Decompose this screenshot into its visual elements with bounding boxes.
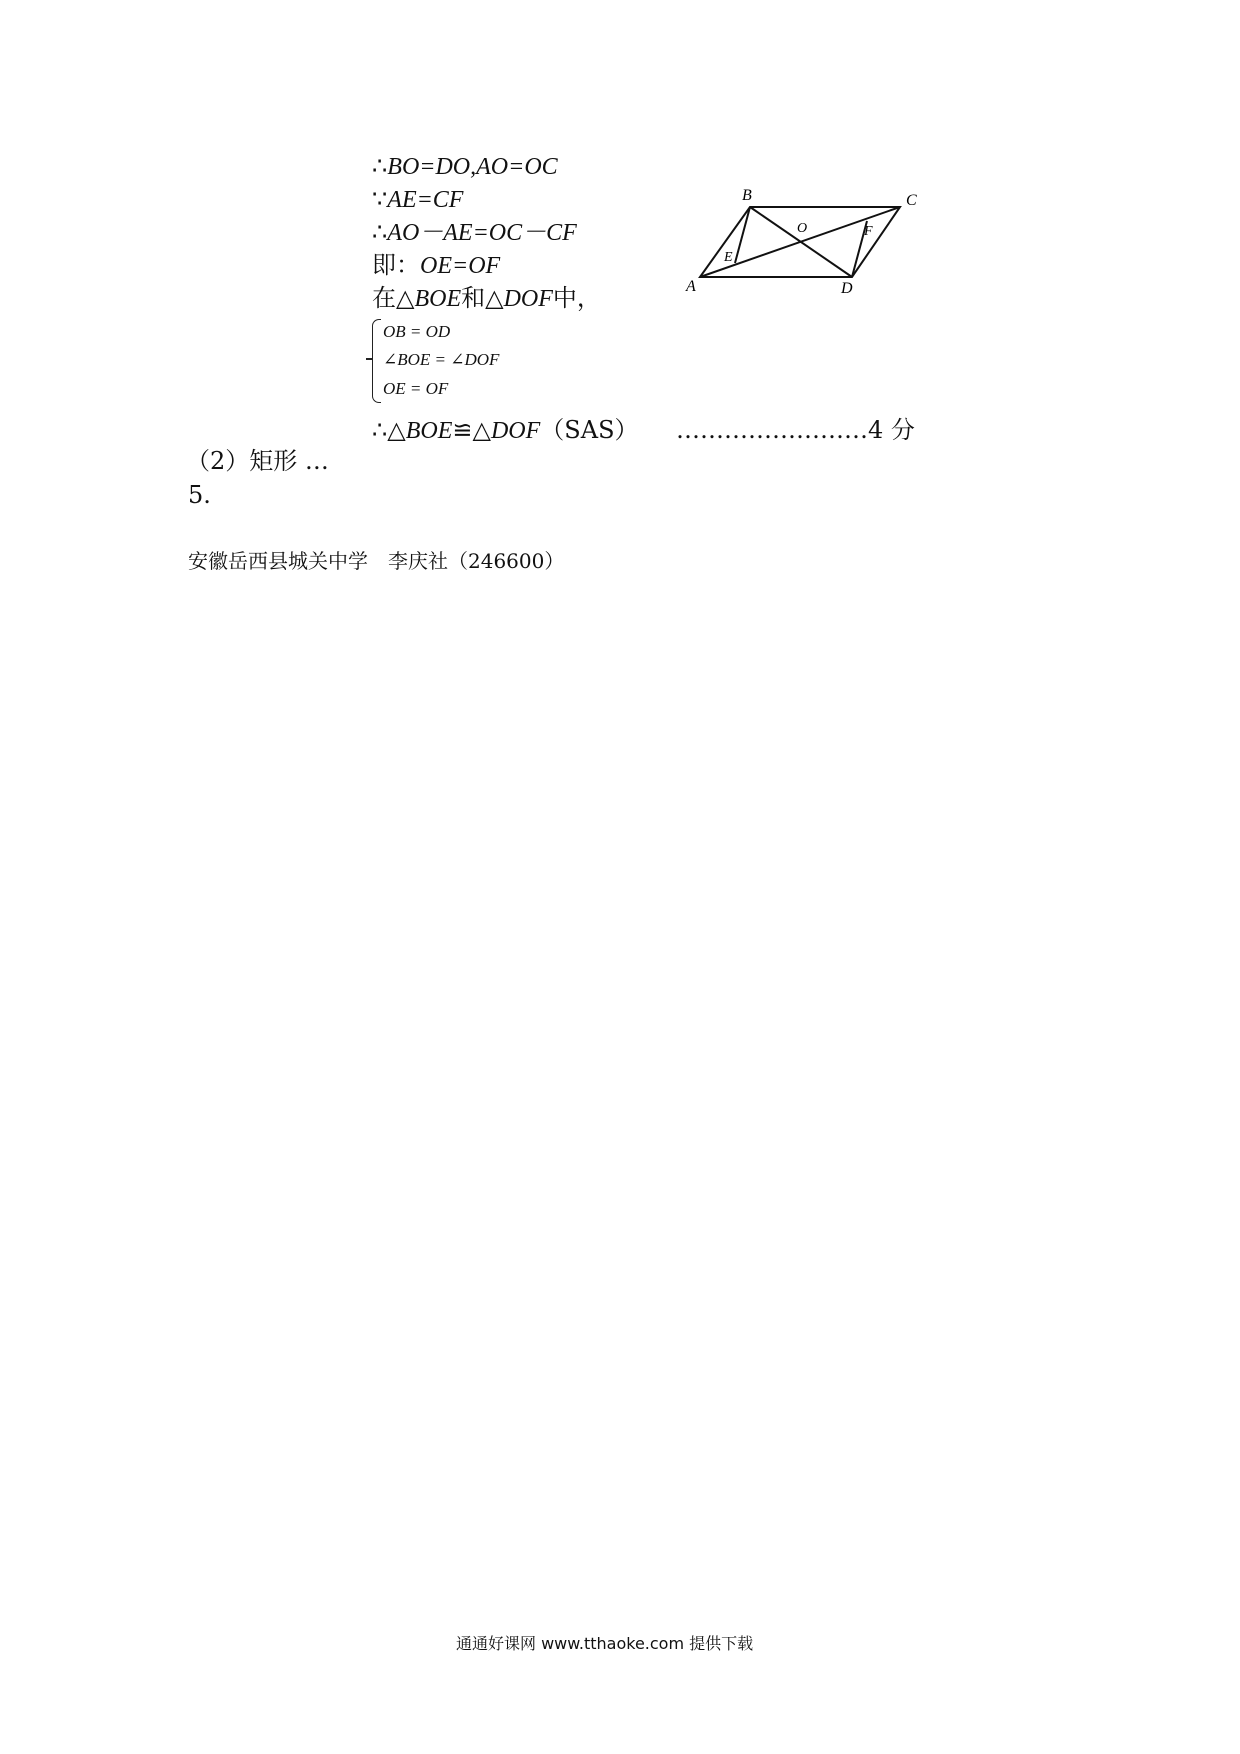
system-brace [372, 319, 381, 403]
triangle-name: BOE [405, 418, 453, 444]
triangle-name: DOF [503, 286, 553, 312]
proof-line-5 [372, 284, 601, 313]
label-a: A [686, 278, 696, 295]
prefix-text: 即： [372, 251, 420, 279]
text-segment: 和△ [461, 284, 504, 312]
label-b: B [742, 187, 752, 204]
proof-line-3 [372, 218, 577, 247]
triangle-name: DOF [490, 418, 541, 444]
part-2-answer: （2）矩形 … [186, 447, 329, 475]
condition-3: OE = OF [383, 379, 449, 398]
therefore-symbol: ∴ [372, 218, 388, 246]
therefore-symbol: ∴ [372, 152, 388, 180]
system-brace-tip [366, 358, 373, 360]
label-f: F [864, 224, 873, 239]
proof-line-1 [372, 152, 558, 181]
page-footer: 通通好课网 www.tthaoke.com 提供下载 [456, 1634, 754, 1653]
label-d: D [841, 280, 853, 297]
because-symbol: ∵ [372, 185, 388, 213]
question-5-number: 5. [188, 481, 211, 509]
author-line: 安徽岳西县城关中学 李庆社（246600） [188, 549, 565, 573]
congruent-symbol: ≌△ [452, 416, 491, 444]
condition-2: ∠BOE = ∠DOF [383, 350, 500, 369]
equation: OE=OF [420, 253, 501, 279]
proof-line-2 [372, 185, 463, 214]
diagonal-bd [750, 207, 852, 277]
equation: AE=CF [387, 187, 464, 213]
parallelogram-figure [680, 185, 930, 305]
proof-line-4 [372, 251, 500, 280]
score-text: ……………………4 分 [676, 416, 915, 444]
text-segment: 中， [552, 284, 601, 312]
label-o: O [797, 221, 808, 236]
triangle-name: BOE [414, 286, 462, 312]
conclusion-line [372, 416, 639, 445]
text-segment: 在△ [372, 284, 415, 312]
equation: AO－AE=OC－CF [387, 220, 577, 246]
equation: BO=DO,AO=OC [387, 154, 558, 180]
reason-text: （SAS） [540, 416, 639, 444]
condition-1: OB = OD [383, 322, 451, 341]
label-e: E [724, 250, 733, 265]
segment-be [735, 207, 750, 263]
label-c: C [906, 192, 917, 209]
therefore-symbol: ∴△ [372, 416, 406, 444]
